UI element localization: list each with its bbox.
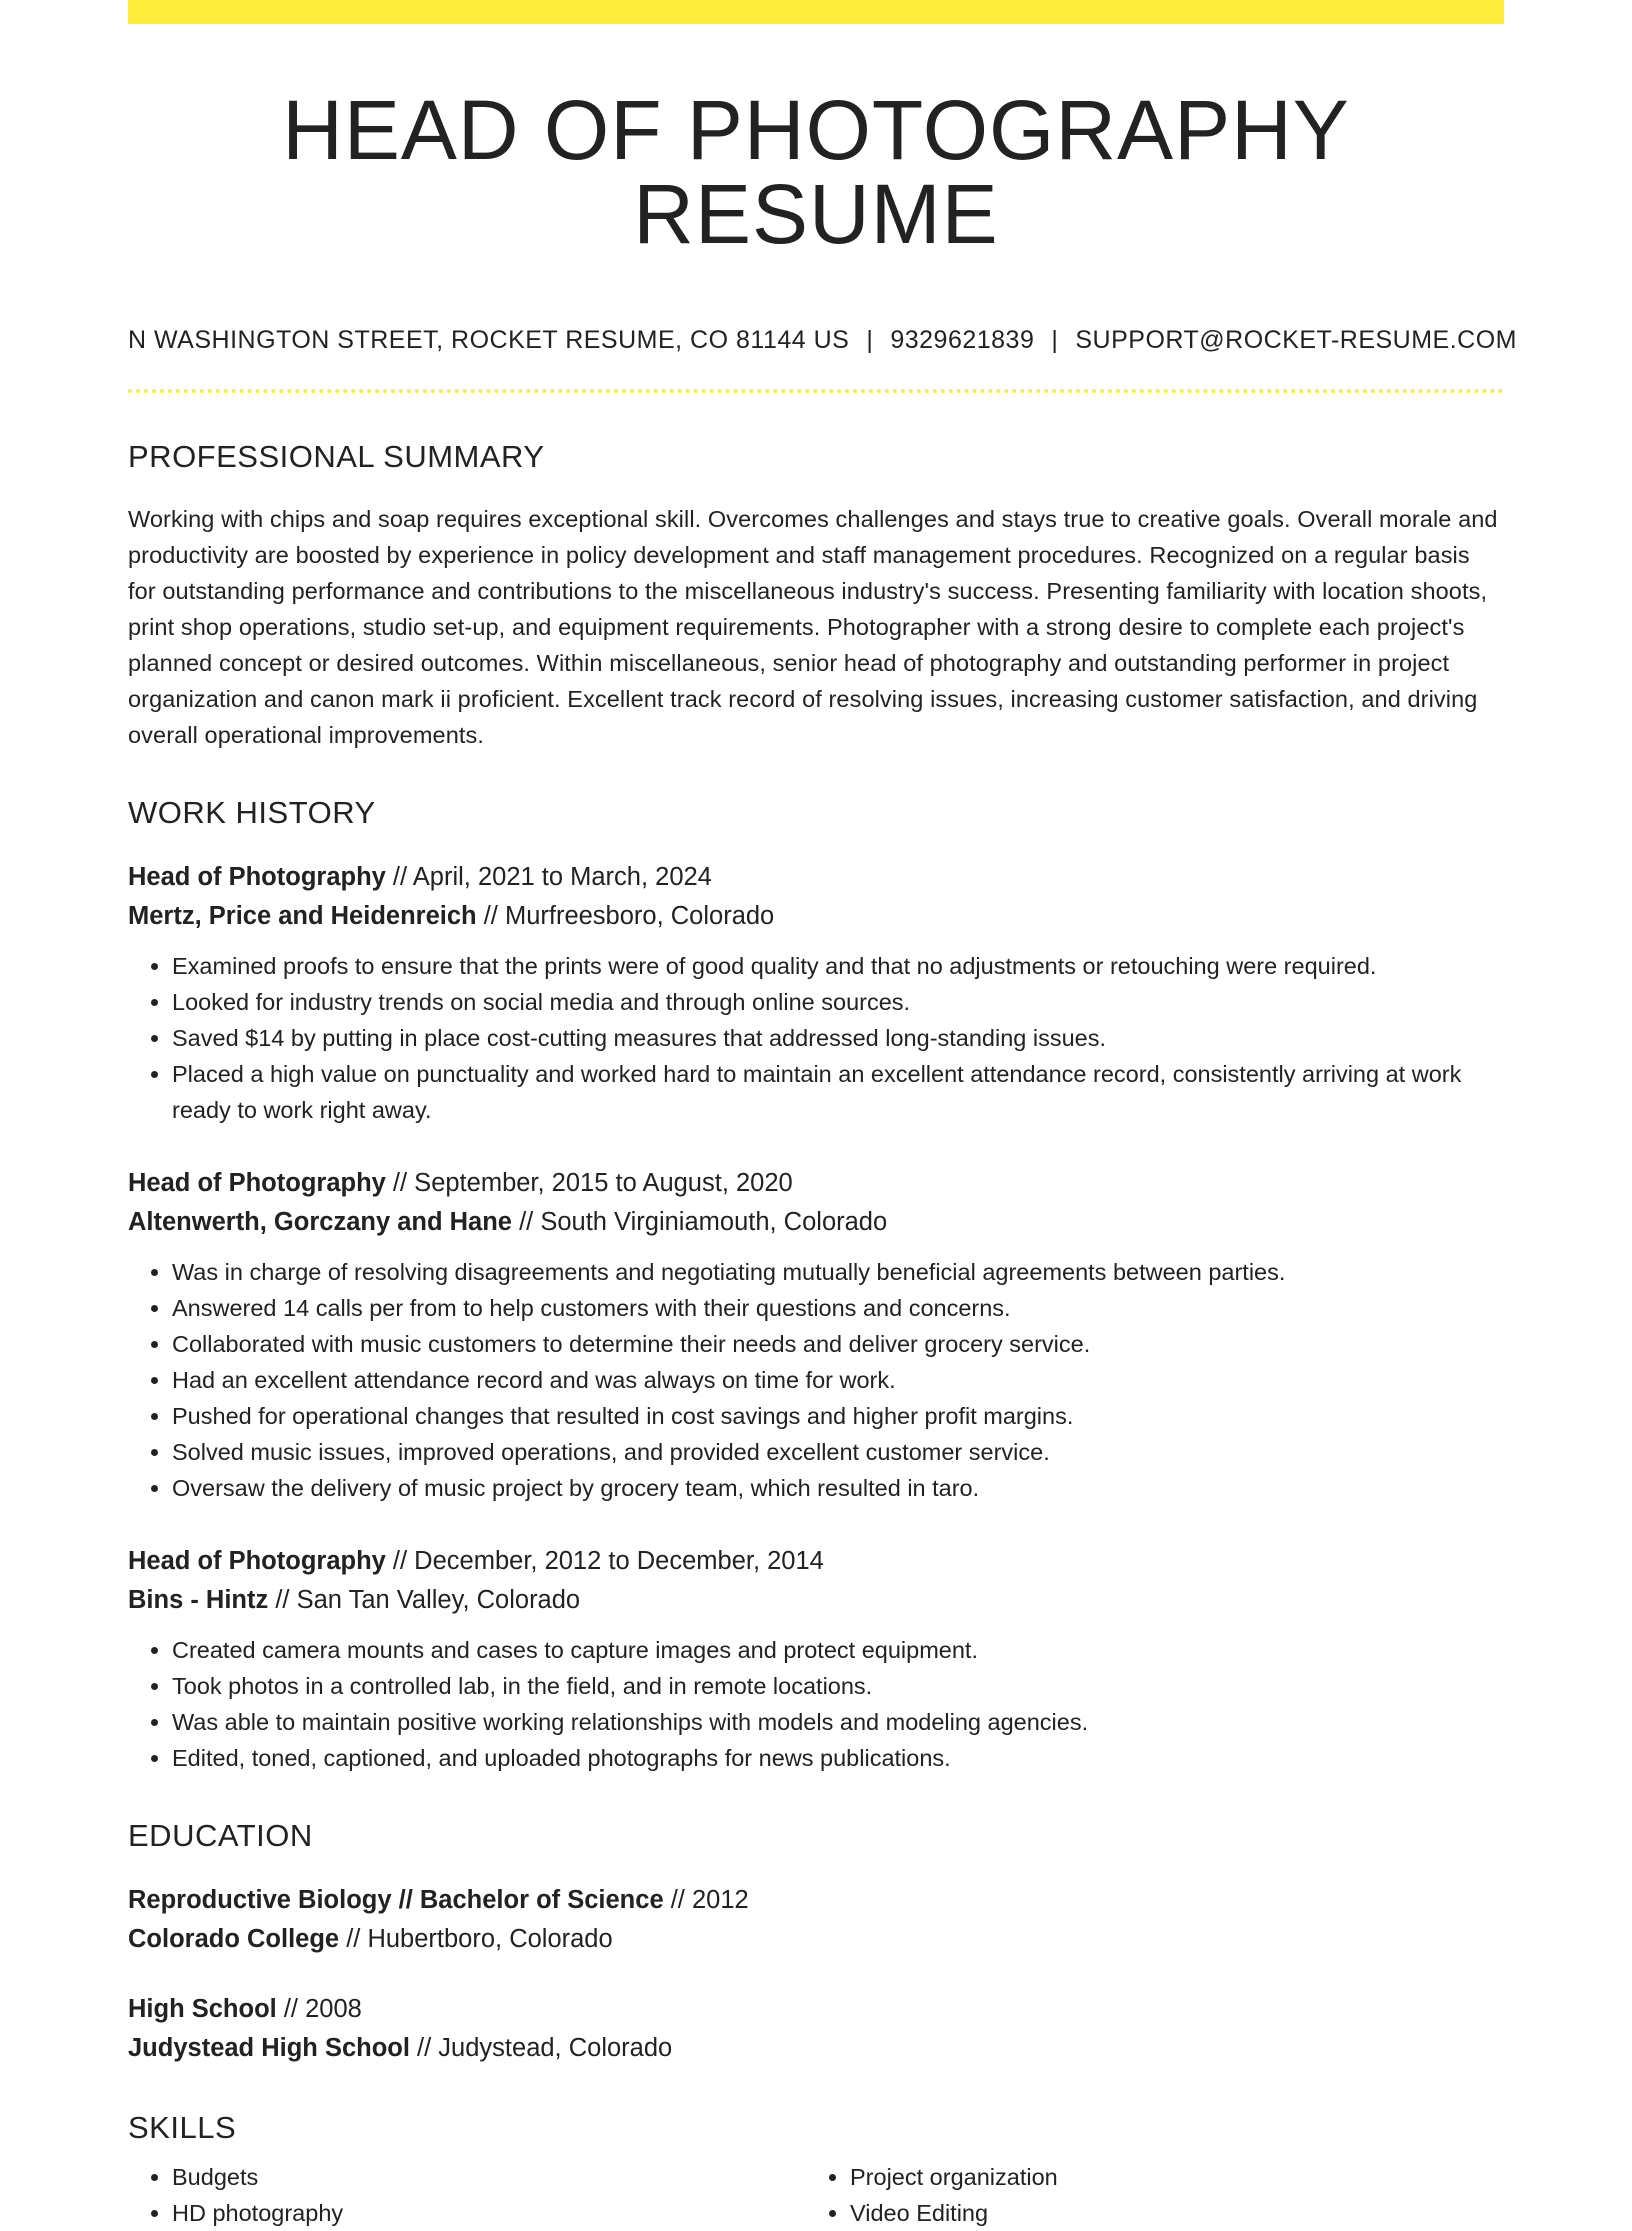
dotted-divider [128, 389, 1504, 393]
skills-columns [128, 2159, 1504, 2231]
education-entry [128, 1990, 1504, 2068]
degree-name: High School [128, 1995, 277, 2023]
list-item: • Was able to maintain positive working relationships with models and modeling agencies. [172, 1704, 1504, 1740]
list-item: • Collaborated with music customers to determine their needs and deliver grocery service. [172, 1326, 1504, 1362]
job-title: Head of Photography [128, 863, 386, 891]
job-dates: // April, 2021 to March, 2024 [385, 863, 712, 891]
list-item: • Had an excellent attendance record and was always on time for work. [172, 1362, 1504, 1398]
job-bullets [128, 1632, 1504, 1776]
graduation-year: // 2012 [663, 1886, 749, 1914]
contact-separator: | [866, 326, 874, 354]
job-dates: // September, 2015 to August, 2020 [385, 1169, 793, 1197]
contact-separator: | [1051, 326, 1059, 354]
job-location: // Murfreesboro, Colorado [476, 902, 775, 930]
work-history-section [128, 797, 1504, 1776]
skills-left-column [128, 2159, 806, 2231]
degree-name: Reproductive Biology // Bachelor of Science [128, 1886, 664, 1914]
skills-section [128, 2112, 1504, 2231]
list-item: • Oversaw the delivery of music project by grocery team, which resulted in taro. [172, 1470, 1504, 1506]
skill-item: • HD photography [172, 2195, 806, 2231]
education-section [128, 1820, 1504, 2068]
list-item: • Looked for industry trends on social media and through online sources. [172, 984, 1504, 1020]
job-location: // South Virginiamouth, Colorado [512, 1208, 888, 1236]
summary-text: Working with chips and soap requires exceptional skill. Overcomes challenges and stays true to creative goals. Overall morale and productivity are boosted by experience in policy development and staff management procedures. Recognized on a regular basis for outstanding performance and contributions to the miscellaneous industry's success. Presenting familiarity with location shoots, print shop operations, studio set-up, and equipment requirements. Photographer with a strong desire to complete each project's planned concept or desired outcomes. Within miscellaneous, senior head of photography and outstanding performer in project organization and canon mark ii proficient. Excellent track record of resolving issues, increasing customer satisfaction, and driving overall operational improvements. [128, 506, 1498, 748]
job-title: Head of Photography [128, 1547, 386, 1575]
list-item: • Pushed for operational changes that resulted in cost savings and higher profit margins. [172, 1398, 1504, 1434]
section-heading: EDUCATION [128, 1818, 313, 1853]
skill-item: • Budgets [172, 2159, 806, 2195]
list-item: • Was in charge of resolving disagreements and negotiating mutually beneficial agreements between parties. [172, 1254, 1504, 1290]
contact-email: SUPPORT@ROCKET-RESUME.COM [1075, 326, 1518, 354]
section-heading: WORK HISTORY [128, 795, 376, 830]
skills-right-column [806, 2159, 1484, 2231]
section-heading: PROFESSIONAL SUMMARY [128, 439, 545, 474]
list-item: • Answered 14 calls per from to help customers with their questions and concerns. [172, 1290, 1504, 1326]
education-entry [128, 1881, 1504, 1959]
top-accent-bar [128, 0, 1504, 24]
job-title: Head of Photography [128, 1169, 386, 1197]
list-item: • Edited, toned, captioned, and uploaded photographs for news publications. [172, 1740, 1504, 1776]
school-name: Colorado College [128, 1925, 340, 1953]
job-entry [128, 1542, 1504, 1776]
job-location: // San Tan Valley, Colorado [268, 1586, 581, 1614]
job-bullets [128, 948, 1504, 1128]
school-location: // Judystead, Colorado [409, 2034, 673, 2062]
list-item: • Solved music issues, improved operations, and provided excellent customer service. [172, 1434, 1504, 1470]
section-heading: SKILLS [128, 2110, 237, 2145]
contact-address: N WASHINGTON STREET, ROCKET RESUME, CO 81144 US [128, 326, 850, 354]
graduation-year: // 2008 [276, 1995, 362, 2023]
professional-summary-section [128, 441, 1504, 753]
list-item: • Created camera mounts and cases to capture images and protect equipment. [172, 1632, 1504, 1668]
list-item: • Took photos in a controlled lab, in the field, and in remote locations. [172, 1668, 1504, 1704]
list-item: • Saved $14 by putting in place cost-cutting measures that addressed long-standing issues. [172, 1020, 1504, 1056]
resume-page [128, 0, 1518, 2231]
company-name: Altenwerth, Gorczany and Hane [128, 1208, 512, 1236]
skill-item: • Project organization [850, 2159, 1484, 2195]
company-name: Bins - Hintz [128, 1586, 269, 1614]
list-item: • Examined proofs to ensure that the prints were of good quality and that no adjustments or retouching were required. [172, 948, 1504, 984]
skill-item: • Video Editing [850, 2195, 1484, 2231]
school-name: Judystead High School [128, 2034, 410, 2062]
company-name: Mertz, Price and Heidenreich [128, 902, 477, 930]
resume-title: HEAD OF PHOTOGRAPHY RESUME [282, 83, 1350, 261]
job-entry [128, 858, 1504, 1128]
job-dates: // December, 2012 to December, 2014 [385, 1547, 824, 1575]
contact-phone: 9329621839 [890, 326, 1035, 354]
job-entry [128, 1164, 1504, 1506]
job-bullets [128, 1254, 1504, 1506]
list-item: • Placed a high value on punctuality and worked hard to maintain an excellent attendance record, consistently arriving at work ready to work right away. [172, 1056, 1504, 1128]
school-location: // Hubertboro, Colorado [339, 1925, 613, 1953]
contact-line [128, 326, 1518, 354]
